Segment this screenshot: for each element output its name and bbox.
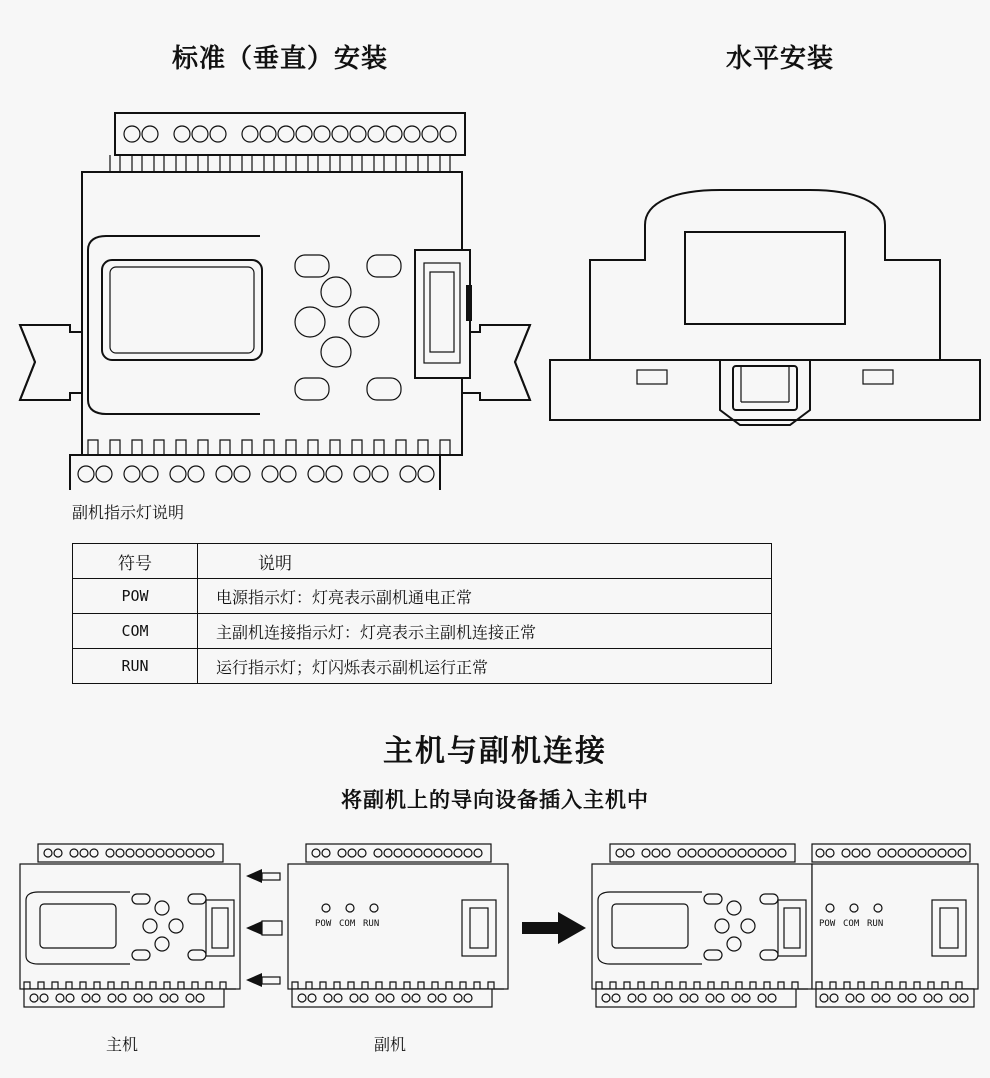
cell-symbol: POW	[73, 579, 198, 614]
indicator-label-com: COM	[339, 919, 356, 929]
lamp-indicator-table	[72, 543, 772, 684]
connection-subtitle: 将副机上的导向设备插入主机中	[341, 789, 649, 812]
cell-description: 运行指示灯；灯闪烁表示副机运行正常	[198, 649, 772, 684]
lamp-section-caption: 副机指示灯说明	[72, 505, 185, 522]
cell-description: 电源指示灯：灯亮表示副机通电正常	[198, 579, 772, 614]
label-slave: 副机	[373, 1037, 406, 1054]
table-row	[73, 649, 772, 684]
table-row	[73, 614, 772, 649]
connection-diagram	[10, 838, 980, 1028]
table-row	[73, 579, 772, 614]
cell-symbol: COM	[73, 614, 198, 649]
horizontal-mount-drawing	[545, 170, 985, 440]
cell-description: 主副机连接指示灯：灯亮表示主副机连接正常	[198, 614, 772, 649]
svg-text:RUN: RUN	[867, 919, 884, 929]
master-unit-right	[592, 844, 812, 1007]
horizontal-mount-title: 水平安装	[725, 44, 834, 74]
label-master: 主机	[105, 1037, 138, 1054]
vertical-mount-title: 标准（垂直）安装	[171, 44, 388, 74]
header-description: 说明	[198, 544, 772, 579]
slave-unit-left	[288, 844, 508, 1007]
connection-title: 主机与副机连接	[383, 735, 607, 768]
expansion-port	[415, 250, 472, 378]
insert-arrows	[246, 869, 282, 987]
vertical-mount-drawing	[10, 100, 550, 490]
slave-unit-right	[812, 844, 978, 1007]
svg-text:POW: POW	[819, 919, 836, 929]
indicator-label-run: RUN	[363, 919, 380, 929]
transition-arrow-icon	[522, 912, 586, 944]
svg-text:COM: COM	[843, 919, 860, 929]
master-unit-left	[20, 844, 240, 1007]
indicator-label-pow: POW	[315, 919, 332, 929]
header-symbol: 符号	[73, 544, 198, 579]
table-header-row	[73, 544, 772, 579]
cell-symbol: RUN	[73, 649, 198, 684]
connector-teeth-top	[110, 155, 462, 172]
